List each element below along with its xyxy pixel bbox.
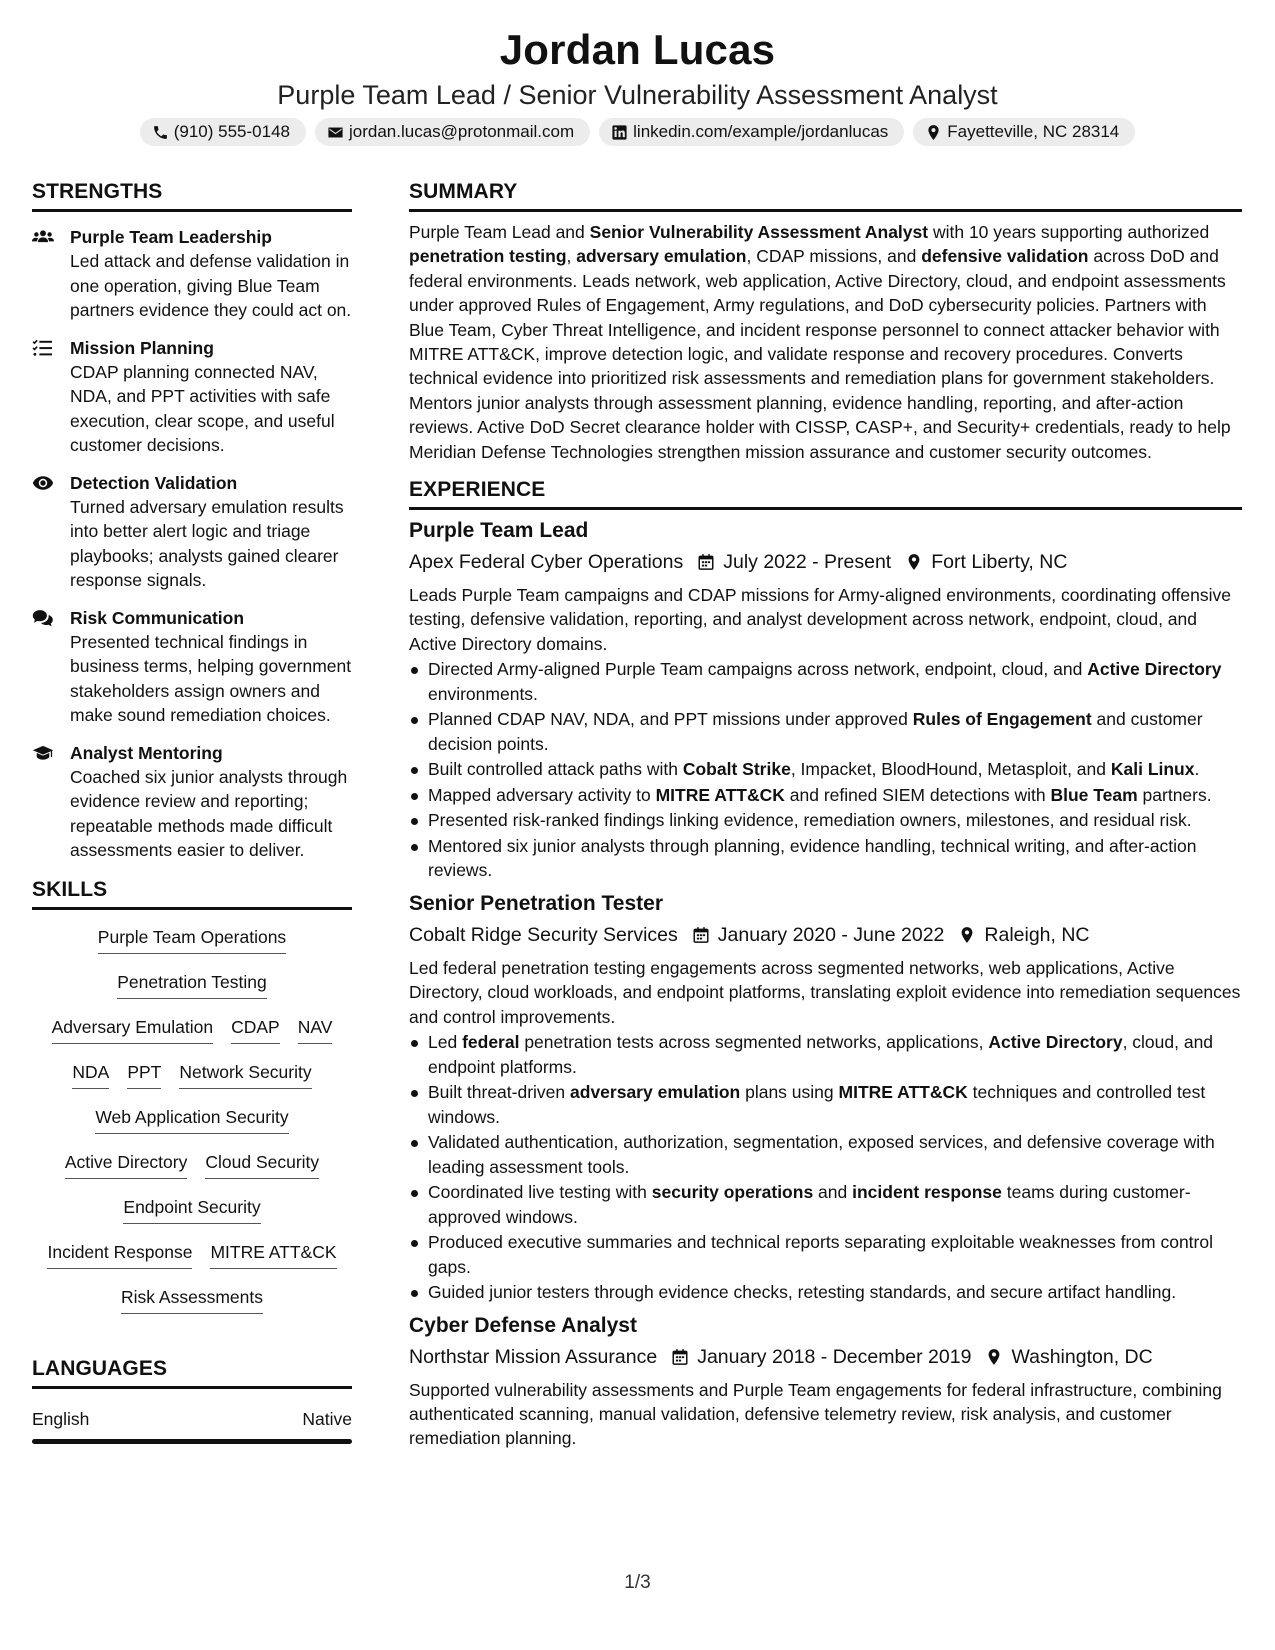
map-marker-icon xyxy=(985,1348,1003,1366)
location-text: Fayetteville, NC 28314 xyxy=(947,122,1120,141)
emphasis-text: adversary emulation xyxy=(576,246,747,267)
bullet-item xyxy=(409,657,1242,706)
text-span: techniques and controlled test windows. xyxy=(428,1082,1206,1127)
text-span: Planned CDAP NAV, NDA, and PPT missions under approved xyxy=(428,709,913,730)
strength-desc: CDAP planning connected NAV, NDA, and PPT activities with safe execution, clear scope, and useful customer decisions. xyxy=(70,361,335,455)
text-span: Directed Army-aligned Purple Team campaigns across network, endpoint, cloud, and xyxy=(428,659,1088,680)
emphasis-text: federal xyxy=(462,1032,520,1053)
skills-list xyxy=(32,920,352,1325)
phone-icon xyxy=(152,124,169,141)
text-span: Validated authentication, authorization, segmentation, exposed services, and defensive coverage with leading assessment tools. xyxy=(428,1132,1215,1177)
text-span: and xyxy=(813,1182,853,1203)
text-span: across DoD and federal environments. Leads network, web application, Active Directory, cloud, and endpoint assessments under approved Rules of Engagement, Army regulations, and DoD cybersecurity policies. Partners with Blue Team, Cyber Threat Intelligence, and incident response personnel to connect attacker behavior with MITRE ATT&CK, improve detection logic, and validate response and recovery procedures. Converts technical evidence into prioritized risk assessments and remediation plans for government stakeholders. Mentors junior analysts through assessment planning, evidence handling, reporting, and after-action reviews. Active DoD Secret clearance holder with CISSP, CASP+, and Security+ credentials, ready to help Meridian Defense Technologies strengthen mission assurance and customer security outcomes. xyxy=(409,246,1231,462)
candidate-title: Purple Team Lead / Senior Vulnerability Assessment Analyst xyxy=(277,80,998,110)
skills-row xyxy=(32,1055,352,1100)
job-location: Raleigh, NC xyxy=(984,923,1090,946)
job-location: Washington, DC xyxy=(1011,1345,1153,1368)
strength-item xyxy=(32,606,352,728)
job-dates: January 2020 - June 2022 xyxy=(717,923,945,946)
strength-desc: Led attack and defense validation in one operation, giving Blue Team partners evidence they could act on. xyxy=(70,251,352,320)
strengths-list xyxy=(32,225,352,863)
page-number: 1/3 xyxy=(624,1572,651,1593)
bullet-item xyxy=(409,1130,1242,1179)
job-company: Northstar Mission Assurance xyxy=(409,1345,658,1368)
users-icon xyxy=(32,228,54,246)
strength-desc: Turned adversary emulation results into better alert logic and triage playbooks; analysts gained clearer response signals. xyxy=(70,496,344,590)
envelope-icon xyxy=(327,124,344,141)
job-entry xyxy=(409,1311,1242,1451)
emphasis-text: adversary emulation xyxy=(570,1082,741,1103)
skill-tag: Incident Response xyxy=(47,1240,192,1269)
experience-list xyxy=(409,516,1242,1451)
skill-tag: Active Directory xyxy=(65,1150,188,1179)
calendar-icon xyxy=(697,553,715,571)
text-span: partners. xyxy=(1137,784,1212,805)
skill-tag: PPT xyxy=(127,1060,161,1089)
skills-row xyxy=(32,1100,352,1145)
right-column xyxy=(409,178,1242,1451)
skills-row xyxy=(32,1235,352,1280)
language-item xyxy=(32,1407,352,1431)
skills-row xyxy=(32,1145,352,1190)
skill-tag: Network Security xyxy=(179,1060,311,1089)
text-span: teams during customer-approved windows. xyxy=(428,1182,1191,1227)
strength-title: Risk Communication xyxy=(70,607,245,628)
job-entry xyxy=(409,889,1242,1305)
language-level-bar xyxy=(32,1439,352,1444)
skill-tag: Cloud Security xyxy=(205,1150,319,1179)
calendar-icon xyxy=(671,1348,689,1366)
strength-item xyxy=(32,741,352,863)
bullet-item xyxy=(409,757,1242,781)
text-span: Built controlled attack paths with xyxy=(428,759,683,780)
text-span: . xyxy=(1194,759,1200,780)
bullet-item xyxy=(409,1180,1242,1229)
text-span: environments. xyxy=(428,683,538,704)
skills-heading: SKILLS xyxy=(32,876,352,910)
job-company: Apex Federal Cyber Operations xyxy=(409,551,684,574)
strength-title: Purple Team Leadership xyxy=(70,227,272,247)
summary-section xyxy=(409,178,1242,464)
languages-heading: LANGUAGES xyxy=(32,1355,352,1389)
experience-section xyxy=(409,476,1242,1451)
text-span: , cloud, and endpoint platforms. xyxy=(428,1032,1214,1077)
strength-title: Detection Validation xyxy=(70,472,238,493)
skill-tag: CDAP xyxy=(231,1015,280,1044)
bullet-item xyxy=(409,1280,1242,1304)
text-span: Purple Team Lead and xyxy=(409,222,590,242)
strength-item xyxy=(32,336,352,458)
skill-tag: Purple Team Operations xyxy=(98,925,286,954)
bullet-item xyxy=(409,808,1242,832)
left-column xyxy=(32,178,352,1444)
bullet-item xyxy=(409,834,1242,883)
job-bullets xyxy=(409,657,1242,883)
strength-item xyxy=(32,471,352,593)
email-text: jordan.lucas@protonmail.com xyxy=(349,122,575,141)
phone-text: (910) 555-0148 xyxy=(173,122,290,141)
text-span: Built threat-driven xyxy=(428,1082,571,1103)
bullet-item xyxy=(409,1230,1242,1279)
emphasis-text: defensive validation xyxy=(921,246,1089,267)
job-title: Cyber Defense Analyst xyxy=(409,1313,637,1337)
candidate-name: Jordan Lucas xyxy=(499,26,776,73)
comments-icon xyxy=(32,609,54,627)
skills-row xyxy=(32,965,352,1010)
text-span: Presented risk-ranked findings linking evidence, remediation owners, milestones, and residual risk. xyxy=(428,810,1192,831)
job-bullets xyxy=(409,1030,1242,1304)
emphasis-text: MITRE ATT&CK xyxy=(655,784,785,805)
map-marker-icon xyxy=(958,926,976,944)
calendar-icon xyxy=(692,926,710,944)
contact-email[interactable] xyxy=(315,118,590,146)
summary-heading: SUMMARY xyxy=(409,178,1242,212)
bullet-item xyxy=(409,707,1242,756)
job-meta xyxy=(409,1342,1242,1372)
skill-tag: Adversary Emulation xyxy=(52,1015,213,1044)
experience-heading: EXPERIENCE xyxy=(409,476,1242,510)
emphasis-text: security operations xyxy=(651,1182,814,1203)
linkedin-text: linkedin.com/example/jordanlucas xyxy=(633,122,889,141)
job-title: Senior Penetration Tester xyxy=(409,891,664,915)
strength-title: Analyst Mentoring xyxy=(70,742,223,763)
list-check-icon xyxy=(32,339,54,357)
eye-icon xyxy=(32,474,54,492)
job-dates: January 2018 - December 2019 xyxy=(697,1345,972,1368)
emphasis-text: Blue Team xyxy=(1050,784,1138,805)
contact-linkedin[interactable] xyxy=(599,118,904,146)
job-description: Led federal penetration testing engagements across segmented networks, web applications, Active Directory, cloud workloads, and endpoint platforms, translating exploit evidence into remediation sequences and control improvements. xyxy=(409,957,1241,1027)
text-span: penetration tests across segmented networks, applications, xyxy=(519,1032,989,1053)
text-span: with 10 years supporting authorized xyxy=(928,222,1210,242)
summary-text xyxy=(409,220,1242,464)
emphasis-text: MITRE ATT&CK xyxy=(838,1082,968,1103)
text-span: Mentored six junior analysts through planning, evidence handling, technical writing, and after-action reviews. xyxy=(428,836,1197,881)
contact-bar xyxy=(0,118,1275,146)
skill-tag: NAV xyxy=(298,1015,333,1044)
job-description: Supported vulnerability assessments and Purple Team engagements for federal infrastructure, combining authenticated scanning, manual validation, defensive telemetry review, risk analysis, and customer remediation planning. xyxy=(409,1379,1222,1449)
emphasis-text: Senior Vulnerability Assessment Analyst xyxy=(589,222,929,242)
job-entry xyxy=(409,516,1242,883)
text-span: Mapped adversary activity to xyxy=(428,784,656,805)
job-title: Purple Team Lead xyxy=(409,519,589,543)
text-span: Produced executive summaries and technical reports separating exploitable weaknesses from control gaps. xyxy=(428,1232,1213,1277)
job-meta xyxy=(409,547,1242,577)
graduation-cap-icon xyxy=(32,744,54,762)
linkedin-icon xyxy=(611,124,628,141)
strength-desc: Presented technical findings in business terms, helping government stakeholders assign owners and make sound remediation choices. xyxy=(70,631,352,725)
languages-section xyxy=(32,1355,352,1444)
strengths-section xyxy=(32,178,352,863)
text-span: , Impacket, BloodHound, Metasploit, and xyxy=(790,759,1111,780)
emphasis-text: penetration testing xyxy=(409,246,567,267)
emphasis-text: incident response xyxy=(852,1182,1002,1203)
skill-tag: MITRE ATT&CK xyxy=(210,1240,336,1269)
text-span: Coordinated live testing with xyxy=(428,1182,652,1203)
text-span: plans using xyxy=(740,1082,839,1103)
skill-tag: Penetration Testing xyxy=(117,970,267,999)
contact-location[interactable] xyxy=(913,118,1135,146)
emphasis-text: Kali Linux xyxy=(1110,759,1195,780)
text-span: , CDAP missions, and xyxy=(746,246,922,267)
skill-tag: Risk Assessments xyxy=(121,1285,263,1314)
strength-title: Mission Planning xyxy=(70,337,214,358)
skills-row xyxy=(32,920,352,965)
bullet-item xyxy=(409,783,1242,807)
map-marker-icon xyxy=(925,124,942,141)
map-marker-icon xyxy=(905,553,923,571)
text-span: Led xyxy=(428,1032,463,1053)
language-level: Native xyxy=(302,1408,352,1429)
strength-desc: Coached six junior analysts through evidence review and reporting; repeatable methods made difficult assessments easier to deliver. xyxy=(70,766,348,860)
skills-row xyxy=(32,1280,352,1325)
bullet-item xyxy=(409,1030,1242,1079)
skill-tag: NDA xyxy=(72,1060,109,1089)
emphasis-text: Rules of Engagement xyxy=(912,709,1092,730)
text-span: and customer decision points. xyxy=(428,709,1203,754)
skill-tag: Web Application Security xyxy=(95,1105,288,1134)
language-name: English xyxy=(32,1408,90,1429)
skills-row xyxy=(32,1010,352,1055)
emphasis-text: Active Directory xyxy=(1087,659,1222,680)
emphasis-text: Cobalt Strike xyxy=(682,759,791,780)
skills-row xyxy=(32,1190,352,1235)
skills-section xyxy=(32,876,352,1325)
job-description: Leads Purple Team campaigns and CDAP missions for Army-aligned environments, coordinating offensive testing, defensive validation, reporting, and analyst development across network, endpoint, cloud, and Active Directory domains. xyxy=(409,585,1231,654)
strengths-heading: STRENGTHS xyxy=(32,178,352,212)
resume-header xyxy=(0,0,1275,146)
bullet-item xyxy=(409,1080,1242,1129)
skill-tag: Endpoint Security xyxy=(123,1195,260,1224)
emphasis-text: Active Directory xyxy=(988,1032,1123,1053)
text-span: , xyxy=(566,246,577,267)
job-company: Cobalt Ridge Security Services xyxy=(409,923,678,946)
job-location: Fort Liberty, NC xyxy=(931,551,1068,574)
strength-item xyxy=(32,225,352,323)
text-span: Guided junior testers through evidence checks, retesting standards, and secure artifact handling. xyxy=(428,1282,1177,1303)
text-span: and refined SIEM detections with xyxy=(784,784,1051,805)
contact-phone[interactable] xyxy=(140,118,306,146)
job-dates: July 2022 - Present xyxy=(723,551,892,574)
job-meta xyxy=(409,920,1242,950)
